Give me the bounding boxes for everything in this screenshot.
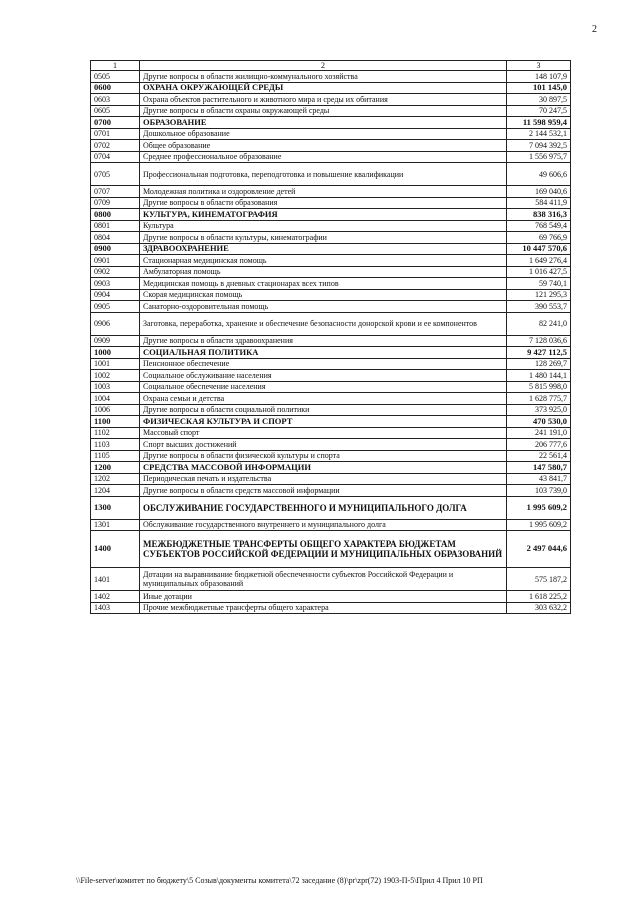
- name-cell: Профессиональная подготовка, переподготовка и повышение квалификации: [140, 163, 507, 186]
- table-row: [91, 82, 571, 94]
- code-cell: 0605: [91, 105, 140, 117]
- table-row: [91, 568, 571, 591]
- amount-cell: 30 897,5: [507, 94, 571, 106]
- table-row: [91, 94, 571, 106]
- name-cell: Периодическая печать и издательства: [140, 473, 507, 485]
- name-cell: Дотации на выравнивание бюджетной обеспеченности субъектов Российской Федерации и муниципальных образований: [140, 568, 507, 591]
- name-cell: Иные дотации: [140, 591, 507, 603]
- amount-cell: 43 841,7: [507, 473, 571, 485]
- name-cell: Охрана объектов растительного и животного мира и среды их обитания: [140, 94, 507, 106]
- amount-cell: 103 739,0: [507, 485, 571, 497]
- amount-cell: 10 447 570,6: [507, 243, 571, 255]
- table-row: [91, 531, 571, 568]
- name-cell: Охрана семьи и детства: [140, 393, 507, 405]
- code-cell: 1100: [91, 416, 140, 428]
- table-row: [91, 335, 571, 347]
- table-row: [91, 209, 571, 221]
- table-row: [91, 71, 571, 83]
- code-cell: 0905: [91, 301, 140, 313]
- table-row: [91, 602, 571, 614]
- amount-cell: 2 144 532,1: [507, 128, 571, 140]
- amount-cell: 838 316,3: [507, 209, 571, 221]
- name-cell: ОБСЛУЖИВАНИЕ ГОСУДАРСТВЕННОГО И МУНИЦИПАЛЬНОГО ДОЛГА: [140, 496, 507, 519]
- name-cell: Общее образование: [140, 140, 507, 152]
- table-row: [91, 186, 571, 198]
- code-cell: 1401: [91, 568, 140, 591]
- name-cell: Массовый спорт: [140, 427, 507, 439]
- name-cell: Социальное обслуживание населения: [140, 370, 507, 382]
- table-row: [91, 312, 571, 335]
- code-cell: 0906: [91, 312, 140, 335]
- name-cell: Спорт высших достижений: [140, 439, 507, 451]
- name-cell: Культура: [140, 220, 507, 232]
- table-row: [91, 278, 571, 290]
- code-cell: 1301: [91, 519, 140, 531]
- amount-cell: 373 925,0: [507, 404, 571, 416]
- budget-table: [90, 60, 571, 614]
- amount-cell: 1 649 276,4: [507, 255, 571, 267]
- amount-cell: 9 427 112,5: [507, 347, 571, 359]
- table-row: [91, 163, 571, 186]
- name-cell: СОЦИАЛЬНАЯ ПОЛИТИКА: [140, 347, 507, 359]
- code-cell: 0701: [91, 128, 140, 140]
- code-cell: 0901: [91, 255, 140, 267]
- name-cell: Социальное обеспечение населения: [140, 381, 507, 393]
- table-row: [91, 450, 571, 462]
- table-row: [91, 439, 571, 451]
- name-cell: Другие вопросы в области средств массовой информации: [140, 485, 507, 497]
- amount-cell: 1 995 609,2: [507, 519, 571, 531]
- table-body: [91, 71, 571, 614]
- name-cell: Дошкольное образование: [140, 128, 507, 140]
- amount-cell: 49 606,6: [507, 163, 571, 186]
- table-row: [91, 232, 571, 244]
- header-col-1: 1: [91, 61, 140, 71]
- code-cell: 1402: [91, 591, 140, 603]
- table-row: [91, 301, 571, 313]
- name-cell: СРЕДСТВА МАССОВОЙ ИНФОРМАЦИИ: [140, 462, 507, 474]
- table-row: [91, 485, 571, 497]
- table-header-row: [91, 61, 571, 71]
- code-cell: 1400: [91, 531, 140, 568]
- code-cell: 0603: [91, 94, 140, 106]
- name-cell: ОБРАЗОВАНИЕ: [140, 117, 507, 129]
- name-cell: ФИЗИЧЕСКАЯ КУЛЬТУРА И СПОРТ: [140, 416, 507, 428]
- code-cell: 0505: [91, 71, 140, 83]
- amount-cell: 1 556 975,7: [507, 151, 571, 163]
- amount-cell: 82 241,0: [507, 312, 571, 335]
- code-cell: 0600: [91, 82, 140, 94]
- table-row: [91, 381, 571, 393]
- amount-cell: 169 040,6: [507, 186, 571, 198]
- code-cell: 0709: [91, 197, 140, 209]
- code-cell: 0903: [91, 278, 140, 290]
- table-row: [91, 358, 571, 370]
- name-cell: Стационарная медицинская помощь: [140, 255, 507, 267]
- code-cell: 0800: [91, 209, 140, 221]
- amount-cell: 206 777,6: [507, 439, 571, 451]
- code-cell: 1204: [91, 485, 140, 497]
- table-row: [91, 427, 571, 439]
- code-cell: 1002: [91, 370, 140, 382]
- table-row: [91, 117, 571, 129]
- table-row: [91, 347, 571, 359]
- code-cell: 1103: [91, 439, 140, 451]
- amount-cell: 1 995 609,2: [507, 496, 571, 519]
- amount-cell: 1 628 775,7: [507, 393, 571, 405]
- name-cell: Амбулаторная помощь: [140, 266, 507, 278]
- table-row: [91, 519, 571, 531]
- code-cell: 1200: [91, 462, 140, 474]
- amount-cell: 148 107,9: [507, 71, 571, 83]
- name-cell: Медицинская помощь в дневных стационарах всех типов: [140, 278, 507, 290]
- name-cell: Пенсионное обеспечение: [140, 358, 507, 370]
- name-cell: Другие вопросы в области культуры, кинематографии: [140, 232, 507, 244]
- amount-cell: 101 145,0: [507, 82, 571, 94]
- name-cell: Молодежная политика и оздоровление детей: [140, 186, 507, 198]
- code-cell: 1000: [91, 347, 140, 359]
- table-row: [91, 220, 571, 232]
- table-row: [91, 404, 571, 416]
- table-row: [91, 105, 571, 117]
- table-row: [91, 289, 571, 301]
- name-cell: Заготовка, переработка, хранение и обеспечение безопасности донорской крови и ее компонентов: [140, 312, 507, 335]
- code-cell: 0705: [91, 163, 140, 186]
- amount-cell: 303 632,2: [507, 602, 571, 614]
- code-cell: 0900: [91, 243, 140, 255]
- table-row: [91, 416, 571, 428]
- name-cell: Другие вопросы в области жилищно-коммунального хозяйства: [140, 71, 507, 83]
- code-cell: 1003: [91, 381, 140, 393]
- code-cell: 0909: [91, 335, 140, 347]
- amount-cell: 768 549,4: [507, 220, 571, 232]
- header-col-3: 3: [507, 61, 571, 71]
- amount-cell: 1 618 225,2: [507, 591, 571, 603]
- name-cell: Другие вопросы в области охраны окружающей среды: [140, 105, 507, 117]
- amount-cell: 121 295,3: [507, 289, 571, 301]
- code-cell: 1004: [91, 393, 140, 405]
- name-cell: Среднее профессиональное образование: [140, 151, 507, 163]
- amount-cell: 22 561,4: [507, 450, 571, 462]
- amount-cell: 1 480 144,1: [507, 370, 571, 382]
- code-cell: 1001: [91, 358, 140, 370]
- code-cell: 1105: [91, 450, 140, 462]
- amount-cell: 7 094 392,5: [507, 140, 571, 152]
- table-row: [91, 128, 571, 140]
- amount-cell: 70 247,5: [507, 105, 571, 117]
- footer-file-path: \\File-server\комитет по бюджету\5 Созыв\документы комитета\72 заседание (8)\pr\zpr(72) 1903-П-5\Прил 4 Прил 10 РП: [76, 876, 483, 885]
- code-cell: 0801: [91, 220, 140, 232]
- code-cell: 1300: [91, 496, 140, 519]
- code-cell: 0704: [91, 151, 140, 163]
- amount-cell: 69 766,9: [507, 232, 571, 244]
- name-cell: ЗДРАВООХРАНЕНИЕ: [140, 243, 507, 255]
- code-cell: 0702: [91, 140, 140, 152]
- amount-cell: 584 411,9: [507, 197, 571, 209]
- table-row: [91, 473, 571, 485]
- amount-cell: 59 740,1: [507, 278, 571, 290]
- table-row: [91, 370, 571, 382]
- name-cell: Обслуживание государственного внутреннего и муниципального долга: [140, 519, 507, 531]
- code-cell: 0902: [91, 266, 140, 278]
- name-cell: КУЛЬТУРА, КИНЕМАТОГРАФИЯ: [140, 209, 507, 221]
- amount-cell: 390 553,7: [507, 301, 571, 313]
- code-cell: 1102: [91, 427, 140, 439]
- table-row: [91, 496, 571, 519]
- table-row: [91, 140, 571, 152]
- table-row: [91, 393, 571, 405]
- amount-cell: 241 191,0: [507, 427, 571, 439]
- amount-cell: 470 530,0: [507, 416, 571, 428]
- name-cell: Другие вопросы в области социальной политики: [140, 404, 507, 416]
- amount-cell: 575 187,2: [507, 568, 571, 591]
- code-cell: 0707: [91, 186, 140, 198]
- table-row: [91, 151, 571, 163]
- table-row: [91, 197, 571, 209]
- name-cell: Прочие межбюджетные трансферты общего характера: [140, 602, 507, 614]
- amount-cell: 5 815 998,0: [507, 381, 571, 393]
- page-number: 2: [592, 24, 597, 35]
- header-col-2: 2: [140, 61, 507, 71]
- table-row: [91, 255, 571, 267]
- code-cell: 0804: [91, 232, 140, 244]
- amount-cell: 1 016 427,5: [507, 266, 571, 278]
- amount-cell: 7 128 036,6: [507, 335, 571, 347]
- name-cell: МЕЖБЮДЖЕТНЫЕ ТРАНСФЕРТЫ ОБЩЕГО ХАРАКТЕРА БЮДЖЕТАМ СУБЪЕКТОВ РОССИЙСКОЙ ФЕДЕРАЦИИ И МУНИЦИПАЛЬНЫХ ОБРАЗОВАНИЙ: [140, 531, 507, 568]
- name-cell: ОХРАНА ОКРУЖАЮЩЕЙ СРЕДЫ: [140, 82, 507, 94]
- amount-cell: 147 580,7: [507, 462, 571, 474]
- table-row: [91, 462, 571, 474]
- code-cell: 1403: [91, 602, 140, 614]
- name-cell: Скорая медицинская помощь: [140, 289, 507, 301]
- name-cell: Другие вопросы в области здравоохранения: [140, 335, 507, 347]
- name-cell: Другие вопросы в области физической культуры и спорта: [140, 450, 507, 462]
- code-cell: 0904: [91, 289, 140, 301]
- table-row: [91, 243, 571, 255]
- amount-cell: 11 598 959,4: [507, 117, 571, 129]
- code-cell: 0700: [91, 117, 140, 129]
- amount-cell: 2 497 044,6: [507, 531, 571, 568]
- code-cell: 1006: [91, 404, 140, 416]
- name-cell: Санаторно-оздоровительная помощь: [140, 301, 507, 313]
- name-cell: Другие вопросы в области образования: [140, 197, 507, 209]
- table-row: [91, 591, 571, 603]
- code-cell: 1202: [91, 473, 140, 485]
- amount-cell: 128 269,7: [507, 358, 571, 370]
- table-row: [91, 266, 571, 278]
